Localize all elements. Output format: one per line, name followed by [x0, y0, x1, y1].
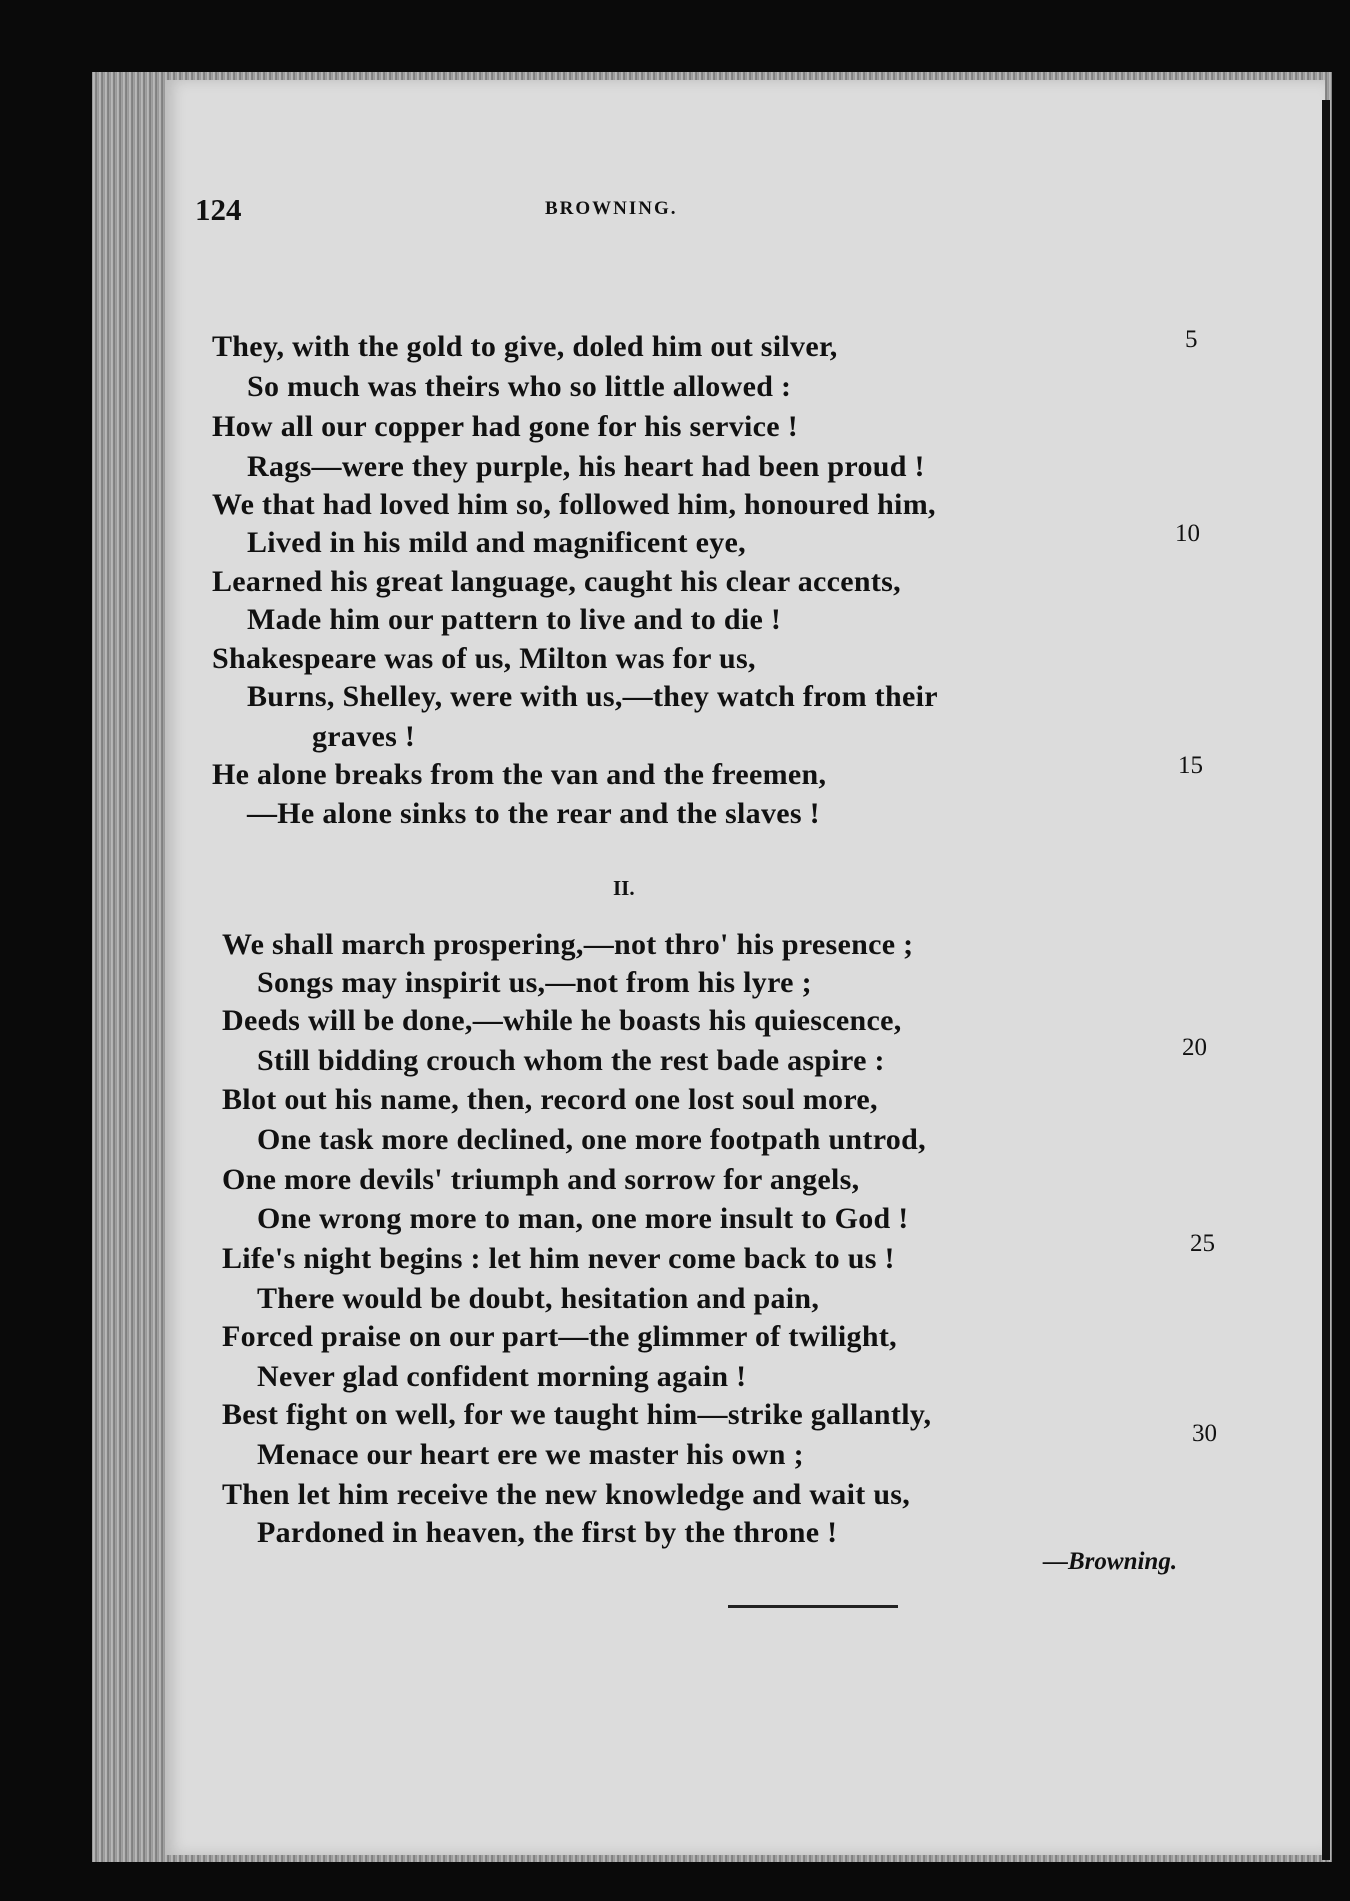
- verse-line: Forced praise on our part—the glimmer of twilight,: [222, 1320, 897, 1353]
- attribution: —Browning.: [1043, 1548, 1178, 1575]
- verse-line: One wrong more to man, one more insult to God !: [257, 1202, 909, 1235]
- line-number: 10: [1175, 520, 1200, 547]
- verse-line: One task more declined, one more footpath untrod,: [257, 1123, 926, 1156]
- verse-line: They, with the gold to give, doled him out silver,: [212, 330, 838, 363]
- verse-line: We shall march prospering,—not thro' his presence ;: [222, 928, 914, 961]
- page-number: 124: [195, 192, 242, 227]
- verse-line: Burns, Shelley, were with us,—they watch from their: [247, 680, 938, 713]
- verse-line: Menace our heart ere we master his own ;: [257, 1438, 804, 1471]
- line-number: 25: [1190, 1230, 1215, 1257]
- section-number: II.: [613, 876, 635, 900]
- verse-line: Never glad confident morning again !: [257, 1360, 747, 1393]
- verse-line: We that had loved him so, followed him, honoured him,: [212, 488, 936, 521]
- verse-line: How all our copper had gone for his service !: [212, 410, 798, 443]
- verse-line: Pardoned in heaven, the first by the throne !: [257, 1516, 838, 1549]
- verse-line: graves !: [312, 720, 416, 753]
- page-spine-shadow: [1322, 100, 1330, 1860]
- line-number: 15: [1178, 752, 1203, 779]
- verse-line: Learned his great language, caught his clear accents,: [212, 565, 901, 598]
- running-head: BROWNING.: [545, 198, 678, 219]
- closing-rule: [728, 1605, 898, 1608]
- verse-line: Shakespeare was of us, Milton was for us,: [212, 642, 756, 675]
- verse-line: Lived in his mild and magnificent eye,: [247, 526, 746, 559]
- verse-line: So much was theirs who so little allowed :: [247, 370, 792, 403]
- verse-line: Rags—were they purple, his heart had been proud !: [247, 450, 925, 483]
- verse-line: Still bidding crouch whom the rest bade aspire :: [257, 1044, 885, 1077]
- line-number: 5: [1185, 326, 1198, 353]
- line-number: 20: [1182, 1034, 1207, 1061]
- verse-line: —He alone sinks to the rear and the slaves !: [247, 797, 820, 830]
- verse-line: Songs may inspirit us,—not from his lyre ;: [257, 966, 812, 999]
- verse-line: Made him our pattern to live and to die !: [247, 603, 782, 636]
- verse-line: Blot out his name, then, record one lost soul more,: [222, 1083, 878, 1116]
- verse-line: Then let him receive the new knowledge and wait us,: [222, 1478, 911, 1511]
- verse-line: There would be doubt, hesitation and pain,: [257, 1282, 820, 1315]
- verse-line: One more devils' triumph and sorrow for angels,: [222, 1163, 860, 1196]
- verse-line: Life's night begins : let him never come back to us !: [222, 1242, 895, 1275]
- line-number: 30: [1192, 1420, 1217, 1447]
- verse-line: Deeds will be done,—while he boasts his quiescence,: [222, 1004, 902, 1037]
- verse-line: Best fight on well, for we taught him—strike gallantly,: [222, 1398, 932, 1431]
- verse-line: He alone breaks from the van and the freemen,: [212, 758, 827, 791]
